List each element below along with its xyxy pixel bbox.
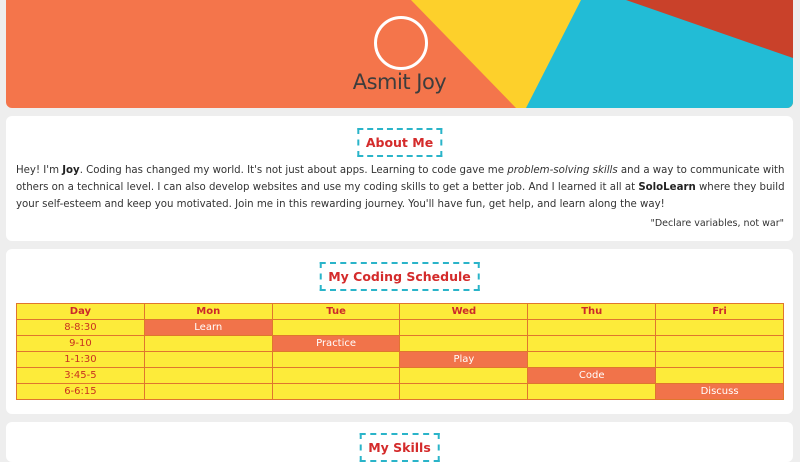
schedule-cell <box>272 320 400 336</box>
italic-skills: problem-solving skills <box>507 165 618 176</box>
profile-header <box>6 0 793 108</box>
schedule-time-cell: 1-1:30 <box>17 352 145 368</box>
schedule-cell <box>400 336 528 352</box>
schedule-cell <box>528 320 656 336</box>
schedule-cell <box>272 368 400 384</box>
schedule-row <box>17 320 784 336</box>
profile-name: Asmit Joy <box>352 70 447 94</box>
schedule-cell <box>144 384 272 400</box>
about-title: About Me <box>357 128 442 157</box>
avatar <box>374 16 428 70</box>
schedule-time-cell: 8-8:30 <box>17 320 145 336</box>
schedule-cell <box>144 352 272 368</box>
schedule-cell <box>144 368 272 384</box>
schedule-time-cell: 6-6:15 <box>17 384 145 400</box>
schedule-header-cell: Thu <box>528 304 656 320</box>
skills-card <box>6 422 793 462</box>
schedule-header-cell: Wed <box>400 304 528 320</box>
schedule-cell: Code <box>528 368 656 384</box>
schedule-cell <box>144 336 272 352</box>
schedule-cell <box>656 352 784 368</box>
about-text: Hey! I'm Joy. Coding has changed my world. It's not just about apps. Learning to code gave me problem-solving skills and a way to communicate with others on a technical level. I can also develop websites and use my coding skills to get a better job. And I learned it all at SoloLearn where they build your self-esteem and keep you motivated. Join me in this rewarding journey. You'll have fun, get help, and learn along the way! <box>16 165 785 210</box>
schedule-title: My Coding Schedule <box>319 262 480 291</box>
schedule-cell <box>272 384 400 400</box>
schedule-cell <box>400 320 528 336</box>
schedule-cell <box>656 368 784 384</box>
schedule-cell <box>656 320 784 336</box>
schedule-row <box>17 352 784 368</box>
about-card <box>6 116 793 241</box>
schedule-cell: Practice <box>272 336 400 352</box>
schedule-cell <box>528 352 656 368</box>
schedule-cell <box>400 368 528 384</box>
schedule-header-cell: Mon <box>144 304 272 320</box>
quote: "Declare variables, not war" <box>650 218 784 229</box>
schedule-row <box>17 336 784 352</box>
schedule-cell <box>528 384 656 400</box>
schedule-cell <box>656 336 784 352</box>
schedule-header-cell: Fri <box>656 304 784 320</box>
skills-title: My Skills <box>359 433 440 462</box>
schedule-cell: Learn <box>144 320 272 336</box>
schedule-header-cell: Tue <box>272 304 400 320</box>
schedule-cell: Play <box>400 352 528 368</box>
schedule-header-cell: Day <box>17 304 145 320</box>
schedule-time-cell: 3:45-5 <box>17 368 145 384</box>
schedule-card <box>6 249 793 414</box>
schedule-cell: Discuss <box>656 384 784 400</box>
schedule-header-row <box>17 304 784 320</box>
sololearn-text: SoloLearn <box>638 182 696 193</box>
schedule-cell <box>400 384 528 400</box>
schedule-cell <box>272 352 400 368</box>
schedule-row <box>17 368 784 384</box>
schedule-cell <box>528 336 656 352</box>
schedule-table <box>16 303 784 400</box>
bold-name: Joy <box>62 165 80 176</box>
schedule-time-cell: 9-10 <box>17 336 145 352</box>
schedule-row <box>17 384 784 400</box>
